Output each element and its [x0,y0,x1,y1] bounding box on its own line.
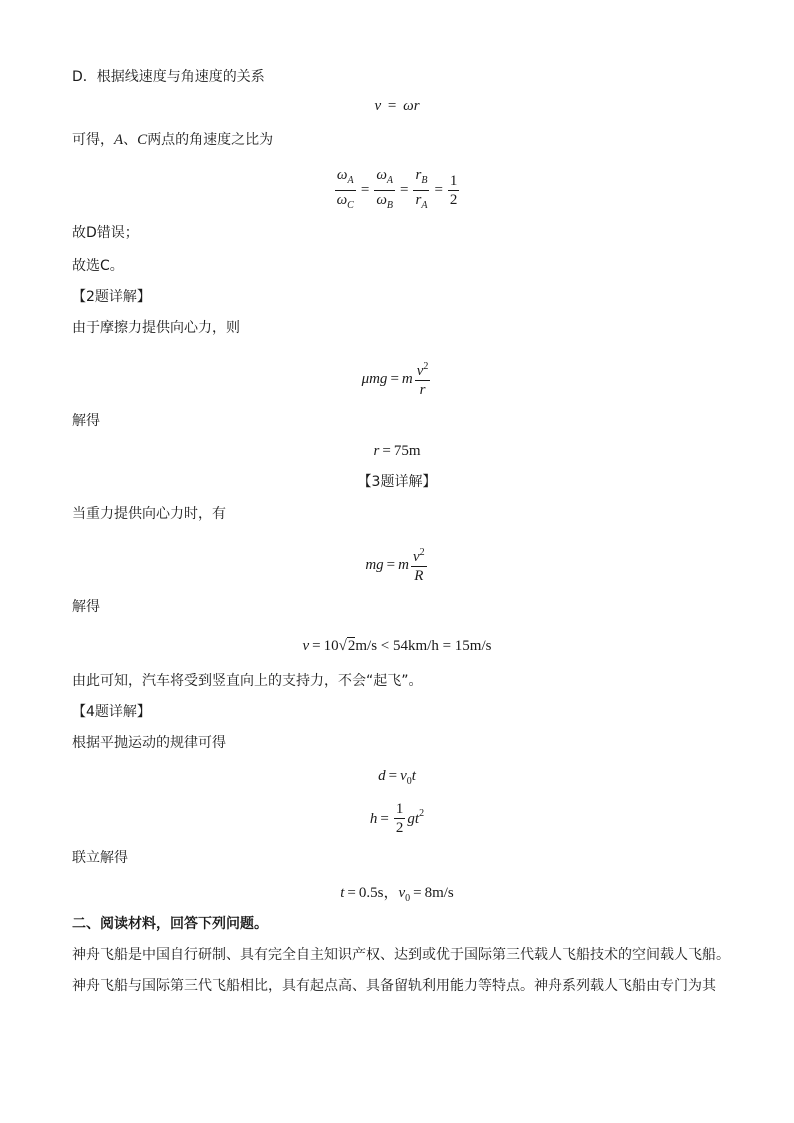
text-line [72,130,273,150]
text-segment: 两点的角速度之比为 [147,132,274,148]
equation-final-result: t = 0.5s，$v_0 = 8m/s$ [340,883,454,904]
text-line: 由此可知，汽车将受到竖直向上的支持力，不会“起飞”。 [72,673,423,689]
text-line: 故D错误； [72,225,139,241]
eq-operator: = [387,98,397,114]
section-heading: 【3题详解】 [357,474,437,490]
fraction: $\frac{1}{2}$ [395,801,404,836]
equation-friction-centripetal: μmg = m $\frac{v^2}{r}$ [0,358,794,399]
fraction: $\frac{r_B}{r_A}$ [415,167,428,211]
text-line: 由于摩擦力提供向心力，则 [72,320,240,336]
fraction: $\frac{\omega_A}{\omega_C}$ [336,167,354,211]
text-line: 解得 [72,413,100,429]
text-line: D．根据线速度与角速度的关系 [72,69,265,85]
point-label: C [137,132,148,148]
paragraph-line: 神舟飞船是中国自行研制、具有完全自主知识产权、达到或优于国际第三代载人飞船技术的空间载人飞船。 [72,947,730,963]
fraction: $\frac{v^2}{R}$ [411,544,427,585]
text-line: 解得 [72,599,100,615]
equation-angular-ratio: $\frac{\omega_A}{\omega_C}$ = $\frac{\omega_A}{\omega_B}$ = $\frac{r_B}{r_A}$ = $\frac{1}{2}$ [0,166,794,215]
equation-linear-angular [0,96,794,116]
equation-horizontal-distance: $d = v_0t$ [378,768,416,787]
equation-radius-result: r = 75m [373,443,421,459]
fraction: $\frac{1}{2}$ [449,173,458,208]
text-line: 联立解得 [72,850,128,866]
equation-vertical-height: h = $\frac{1}{2}$ $gt^2$ [369,801,425,836]
text-line: 根据平抛运动的规律可得 [72,735,226,751]
section-heading: 【4题详解】 [72,704,151,720]
fraction: $\frac{v^2}{r}$ [415,358,431,399]
equation-speed-compare: v = 10√2m/s < 54km/h = 15m/s [302,638,492,654]
equation-gravity-centripetal: mg = m $\frac{v^2}{R}$ [0,544,794,585]
point-label: A [114,132,124,148]
eq-symbol: r [413,98,420,114]
section-title: 二、阅读材料，回答下列问题。 [72,916,268,932]
section-heading: 【2题详解】 [72,289,151,305]
text-line: 当重力提供向心力时，有 [72,506,226,522]
eq-symbol: ω [403,98,414,114]
text-segment: 可得， [72,132,114,148]
paragraph-line: 神舟飞船与国际第三代飞船相比，具有起点高、具备留轨利用能力等特点。神舟系列载人飞船由专门为其 [72,978,716,994]
text-line: 故选C。 [72,258,124,274]
eq-symbol: v [374,98,382,114]
text-segment: 、 [123,132,138,148]
fraction: $\frac{\omega_A}{\omega_B}$ [376,167,394,211]
